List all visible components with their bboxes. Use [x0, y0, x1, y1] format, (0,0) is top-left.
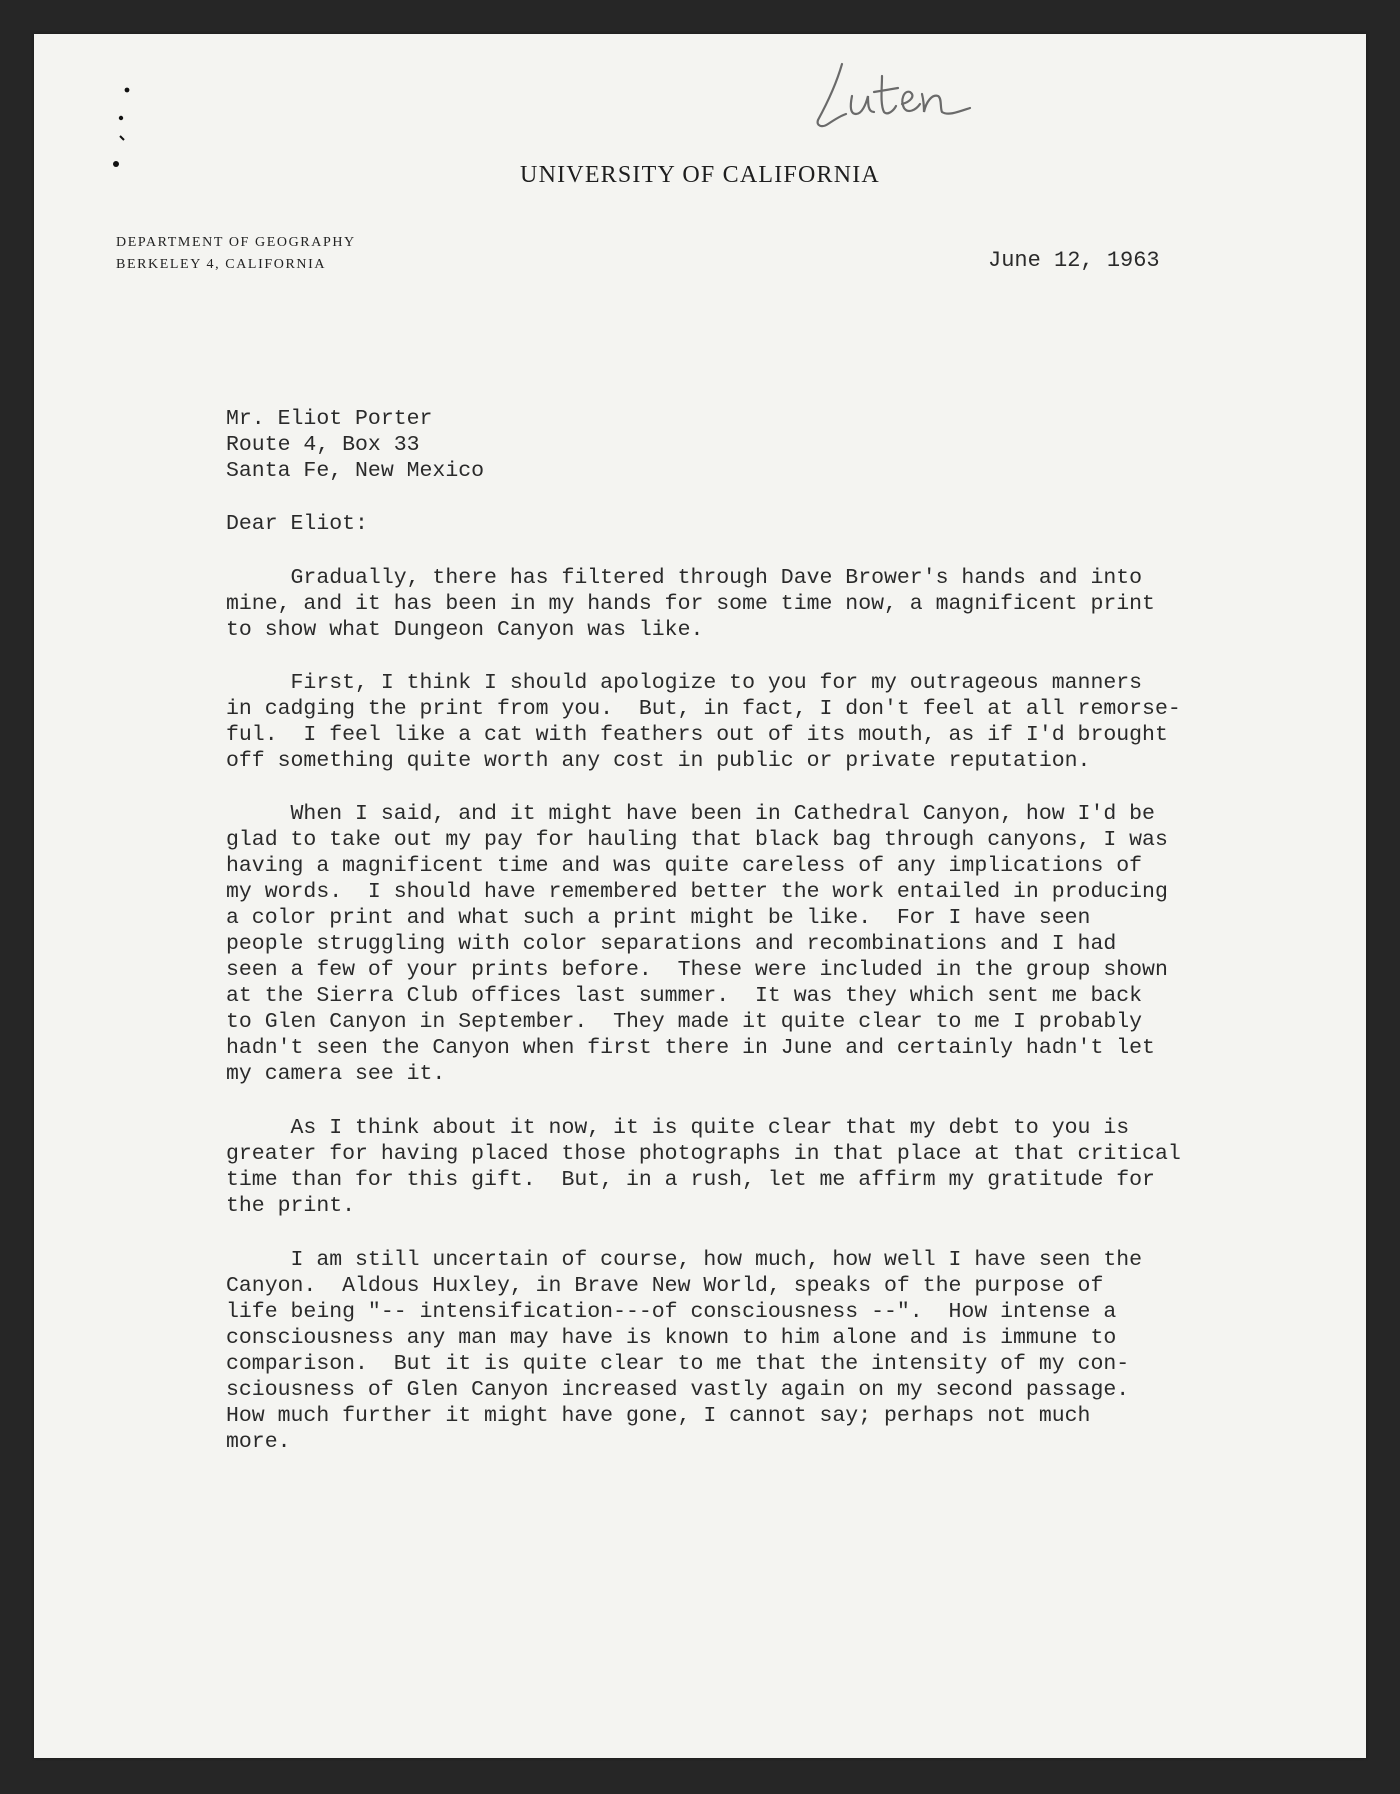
paragraph-line: my words. I should have remembered better the work entailed in producing	[226, 880, 1168, 904]
paragraph-line: off something quite worth any cost in public or private reputation.	[226, 749, 1091, 773]
paragraph-5	[226, 1247, 1142, 1455]
paragraph-line: life being "-- intensification---of consciousness --". How intense a	[226, 1300, 1117, 1324]
paragraph-line: ful. I feel like a cat with feathers out of its mouth, as if I'd brought	[226, 723, 1168, 747]
paragraph-line: a color print and what such a print might be like. For I have seen	[226, 906, 1091, 930]
paragraph-line: First, I think I should apologize to you for my outrageous manners	[226, 671, 1143, 695]
department-name: DEPARTMENT OF GEOGRAPHY	[116, 235, 356, 250]
paragraph-line: comparison. But it is quite clear to me that the intensity of my con-	[226, 1352, 1130, 1376]
paragraph-line: time than for this gift. But, in a rush, let me affirm my gratitude for	[226, 1168, 1155, 1192]
recipient-address	[226, 406, 484, 484]
paragraph-line: to Glen Canyon in September. They made it quite clear to me I probably	[226, 1010, 1143, 1034]
paragraph-4	[226, 1115, 1181, 1219]
paragraph-line: having a magnificent time and was quite careless of any implications of	[226, 854, 1143, 878]
paragraph-line: people struggling with color separations and recombinations and I had	[226, 932, 1117, 956]
letterhead-department-block	[116, 232, 356, 276]
paragraph-2	[226, 670, 1181, 774]
department-city: BERKELEY 4, CALIFORNIA	[116, 257, 327, 272]
paragraph-line: seen a few of your prints before. These were included in the group shown	[226, 958, 1168, 982]
paragraph-line: Canyon. Aldous Huxley, in Brave New World, speaks of the purpose of	[226, 1274, 1104, 1298]
handwritten-note-luten	[812, 58, 982, 138]
paragraph-line: Gradually, there has filtered through Dave Brower's hands and into	[226, 566, 1143, 590]
recipient-name: Mr. Eliot Porter	[226, 407, 433, 431]
paragraph-line: consciousness any man may have is known to him alone and is immune to	[226, 1326, 1117, 1350]
paragraph-line: at the Sierra Club offices last summer. It was they which sent me back	[226, 984, 1143, 1008]
letterhead-title: UNIVERSITY OF CALIFORNIA	[520, 162, 880, 188]
paragraph-line: How much further it might have gone, I cannot say; perhaps not much	[226, 1404, 1091, 1428]
paragraph-line: greater for having placed those photographs in that place at that critical	[226, 1142, 1181, 1166]
paragraph-3	[226, 801, 1168, 1087]
paragraph-line: glad to take out my pay for hauling that black bag through canyons, I was	[226, 828, 1168, 852]
paragraph-line: mine, and it has been in my hands for some time now, a magnificent print	[226, 592, 1155, 616]
paragraph-line: I am still uncertain of course, how much, how well I have seen the	[226, 1248, 1143, 1272]
paragraph-line: When I said, and it might have been in Cathedral Canyon, how I'd be	[226, 802, 1155, 826]
paragraph-line: the print.	[226, 1194, 356, 1218]
paragraph-line: more.	[226, 1430, 291, 1454]
paragraph-line: my camera see it.	[226, 1062, 446, 1086]
paragraph-line: hadn't seen the Canyon when first there in June and certainly hadn't let	[226, 1036, 1155, 1060]
paragraph-line: in cadging the print from you. But, in fact, I don't feel at all remorse-	[226, 697, 1181, 721]
paragraph-1	[226, 565, 1155, 643]
paragraph-line: As I think about it now, it is quite clear that my debt to you is	[226, 1116, 1130, 1140]
recipient-city: Santa Fe, New Mexico	[226, 459, 485, 483]
paragraph-line: sciousness of Glen Canyon increased vastly again on my second passage.	[226, 1378, 1130, 1402]
salutation: Dear Eliot:	[226, 512, 368, 536]
recipient-street: Route 4, Box 33	[226, 433, 420, 457]
letter-date: June 12, 1963	[988, 248, 1160, 273]
paragraph-line: to show what Dungeon Canyon was like.	[226, 618, 704, 642]
